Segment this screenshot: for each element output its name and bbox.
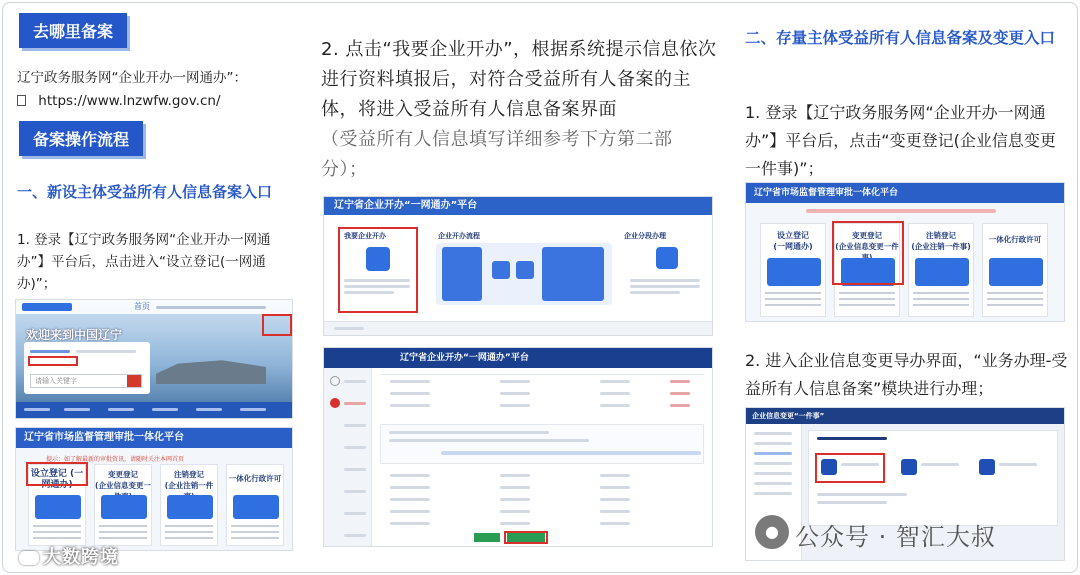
card-establish-2[interactable]: [760, 223, 826, 317]
carrier-image: [156, 350, 266, 384]
establish-icon-2: [767, 258, 821, 286]
page-frame: [2, 2, 1078, 573]
card-change[interactable]: [94, 464, 152, 546]
beneficiary-module-icon[interactable]: [821, 459, 837, 475]
module-icon-2[interactable]: [901, 459, 917, 475]
approval-platform-screenshot-2: [745, 182, 1065, 322]
form-next-button[interactable]: [507, 533, 545, 542]
card-cancel-2[interactable]: [908, 223, 974, 317]
url-row: [17, 90, 297, 112]
card-establish-title-2: 设立登记 (一网通办): [773, 231, 813, 251]
document-icon: [17, 95, 26, 106]
change-guide-title: 企业信息变更“一件事”: [746, 408, 1064, 424]
license-icon-2: [989, 258, 1043, 286]
license-icon: [233, 495, 279, 519]
form-sidebar: [324, 368, 372, 546]
onenet-platform-screenshot: [323, 196, 713, 336]
module-icon-3[interactable]: [979, 459, 995, 475]
portal-screenshot: [15, 299, 293, 419]
establish-icon: [35, 495, 81, 519]
flow-diagram: [436, 243, 612, 305]
card-cancel[interactable]: [160, 464, 218, 546]
card-license[interactable]: [226, 464, 284, 546]
approval-notice: 提示：如了解最新的审批资讯，请随时关注本网首页: [46, 456, 185, 463]
approval-platform-title: 辽宁省市场监督管理审批一体化平台: [16, 428, 292, 448]
card-establish-title: 设立登记 (一网通办): [30, 469, 84, 490]
site-line: 辽宁政务服务网“企业开办一网通办”：: [17, 70, 247, 86]
tag-operation-flow: 备案操作流程: [19, 121, 143, 156]
portal-topbar: [16, 300, 292, 314]
step2-sub: （受益所有人信息填写详细参考下方第二部分）；: [321, 129, 673, 180]
portal-bottom-nav: [16, 402, 292, 418]
watermark-left-icon: [19, 551, 39, 565]
portal-nav-home[interactable]: 首页: [134, 302, 150, 311]
card-license-2[interactable]: [982, 223, 1048, 317]
change-highlight: [832, 221, 904, 285]
step1-new-entity: 1. 登录【辽宁政务服务网“企业开办一网通办”】平台后，点击进入“设立登记(一网通办)”；: [17, 232, 271, 292]
card-cancel-title-2: 注销登记 (企业注销一件事): [911, 231, 971, 251]
step2-main: 2. 点击“我要企业开办”，根据系统提示信息依次进行资料填报后，对符合受益所有人备案的主体，将进入受益所有人信息备案界面: [321, 39, 717, 120]
card-license-title: 一体化行政许可: [228, 474, 282, 483]
search-icon[interactable]: [127, 375, 141, 387]
segmented-label: 企业分段办理: [624, 232, 666, 240]
step2-existing-entity: 2. 进入企业信息变更导办界面，“业务办理-受益所有人信息备案”模块进行办理；: [745, 351, 1068, 398]
watermark-right: 公众号 · 智汇大叔: [795, 523, 996, 551]
form-rows: [380, 374, 704, 526]
change-guide-panel: [808, 430, 1058, 526]
card-cancel-title: 注销登记 (企业注销一件: [164, 470, 214, 490]
portal-url-link[interactable]: https://www.lnzwfw.gov.cn/: [38, 93, 221, 109]
portal-login-highlight: [262, 314, 292, 336]
approval-platform-screenshot: [15, 427, 293, 551]
start-business-icon[interactable]: [366, 247, 390, 271]
cancel-icon-2: [915, 258, 969, 286]
wechat-icon: ●: [755, 515, 789, 549]
card-change-title-2: 变更登记 (企业信息变更一件: [835, 231, 899, 251]
step1-existing-entity: 1. 登录【辽宁政务服务网“企业开办一网通办”】平台后，点击“变更登记(企业信息变更一件事)”；: [745, 103, 1056, 178]
cancel-icon: [167, 495, 213, 519]
portal-welcome: 欢迎来到中国辽宁: [26, 328, 123, 342]
change-icon: [101, 495, 147, 519]
portal-logo: [22, 303, 72, 311]
tag-where-to-file: 去哪里备案: [19, 13, 127, 48]
flow-label: 企业开办流程: [438, 232, 480, 240]
approval-platform-title-2: 辽宁省市场监督管理审批一体化平台: [746, 183, 1064, 203]
onenet-title: 辽宁省企业开办“一网通办”平台: [324, 197, 712, 215]
form-prev-button[interactable]: [474, 533, 500, 542]
segmented-icon[interactable]: [656, 247, 678, 269]
form-title: 辽宁省企业开办“一网通办”平台: [324, 348, 712, 368]
card-license-title-2: 一体化行政许可: [988, 235, 1042, 244]
start-business-label[interactable]: 我要企业开办: [344, 232, 386, 240]
establish-highlight: [26, 462, 88, 486]
heading-existing-entity: 二、存量主体受益所有人信息备案及变更入口: [745, 29, 1056, 47]
card-change-title: 变更登记 (企业信息变更一: [95, 470, 151, 490]
portal-search-input[interactable]: 请输入关键字: [30, 374, 142, 388]
watermark-left: 大数跨境: [19, 543, 119, 569]
portal-login-panel: [24, 342, 150, 394]
heading-new-entity: 一、新设主体受益所有人信息备案入口: [17, 183, 273, 201]
enterprise-entry-highlight: [28, 356, 78, 366]
form-screenshot: [323, 347, 713, 547]
